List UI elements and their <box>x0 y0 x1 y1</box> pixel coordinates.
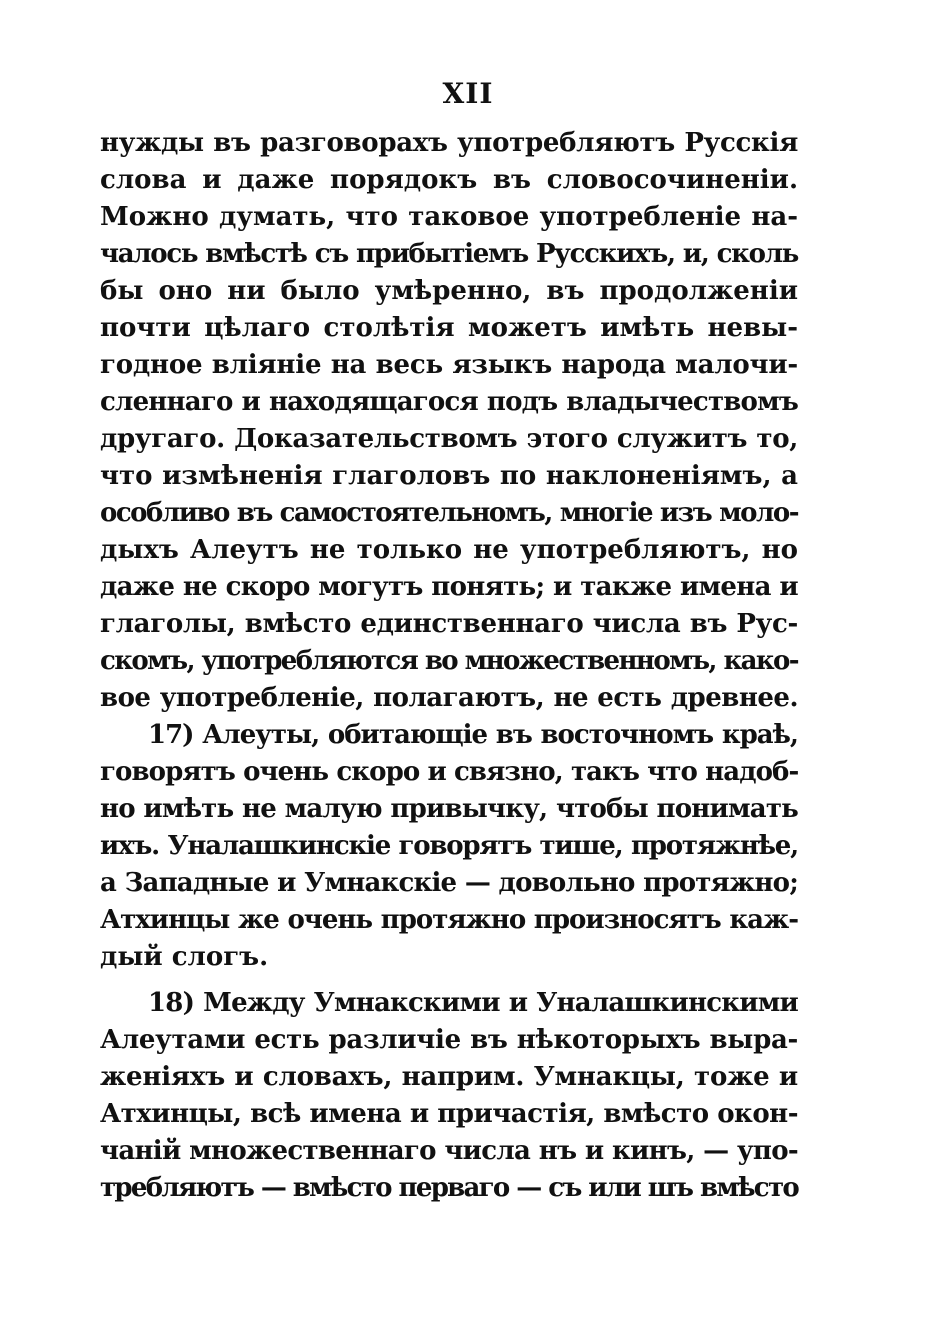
paragraph-1 <box>100 125 798 717</box>
text-line: 18) Между Умнакскими и Уналашкинскими <box>148 988 798 1018</box>
text-line: женіяхъ и словахъ, наприм. Умнакцы, тоже и <box>100 1062 798 1092</box>
text-line: вое употребленіе, полагаютъ, не есть древнее. <box>100 683 798 713</box>
text-line: говорятъ очень скоро и связно, такъ что надоб- <box>100 757 799 787</box>
text-line: ихъ. Уналашкинскіе говорятъ тише, протяжнѣе, <box>100 831 798 861</box>
text-line: сленнаго и находящагося подъ владычествомъ <box>100 387 798 417</box>
text-line: но имѣть не малую привычку, чтобы понимать <box>100 794 798 824</box>
paragraph-18 <box>100 985 798 1207</box>
text-line: годное вліяніе на весь языкъ народа малочи- <box>100 350 798 380</box>
text-line: Можно думать, что таковое употребленіе на- <box>100 202 798 232</box>
text-line: другаго. Доказательствомъ этого служитъ то, <box>100 424 798 454</box>
text-line: скомъ, употребляются во множественномъ, како- <box>100 646 798 676</box>
text-line: дыхъ Алеутъ не только не употребляютъ, но <box>100 535 798 565</box>
page-number: XII <box>442 77 494 110</box>
text-line: чаній множественнаго числа нъ и кинъ, — упо- <box>100 1136 798 1166</box>
text-line: особливо въ самостоятельномъ, многіе изъ моло- <box>100 498 798 528</box>
text-line: а Западные и Умнакскіе — довольно протяжно; <box>100 868 798 898</box>
text-line: Алеутами есть различіе въ нѣкоторыхъ выра- <box>100 1025 798 1055</box>
text-line: бы оно ни было умѣренно, въ продолженіи <box>100 276 798 306</box>
text-line: слова и даже порядокъ въ словосочиненіи. <box>100 165 798 195</box>
text-line: почти цѣлаго столѣтія можетъ имѣть невы- <box>100 313 798 343</box>
text-line: Атхинцы же очень протяжно произносятъ каж- <box>100 905 798 935</box>
text-line: дый слогъ. <box>100 942 269 972</box>
text-line: нужды въ разговорахъ употребляютъ Русскія <box>100 128 798 158</box>
text-line: 17) Алеуты, обитающіе въ восточномъ краѣ, <box>148 720 798 750</box>
text-line: Атхинцы, всѣ имена и причастія, вмѣсто окон- <box>100 1099 798 1129</box>
text-line: глаголы, вмѣсто единственнаго числа въ Рус- <box>100 609 798 639</box>
text-line: что измѣненія глаголовъ по наклоненіямъ, а <box>100 461 798 491</box>
paragraph-17 <box>100 717 798 976</box>
text-line: требляютъ — вмѣсто перваго — съ или шъ вмѣсто <box>100 1173 798 1203</box>
text-line: даже не скоро могутъ понять; и также имена и <box>100 572 798 602</box>
text-line: чалось вмѣстѣ съ прибытіемъ Русскихъ, и, сколь <box>100 239 798 269</box>
